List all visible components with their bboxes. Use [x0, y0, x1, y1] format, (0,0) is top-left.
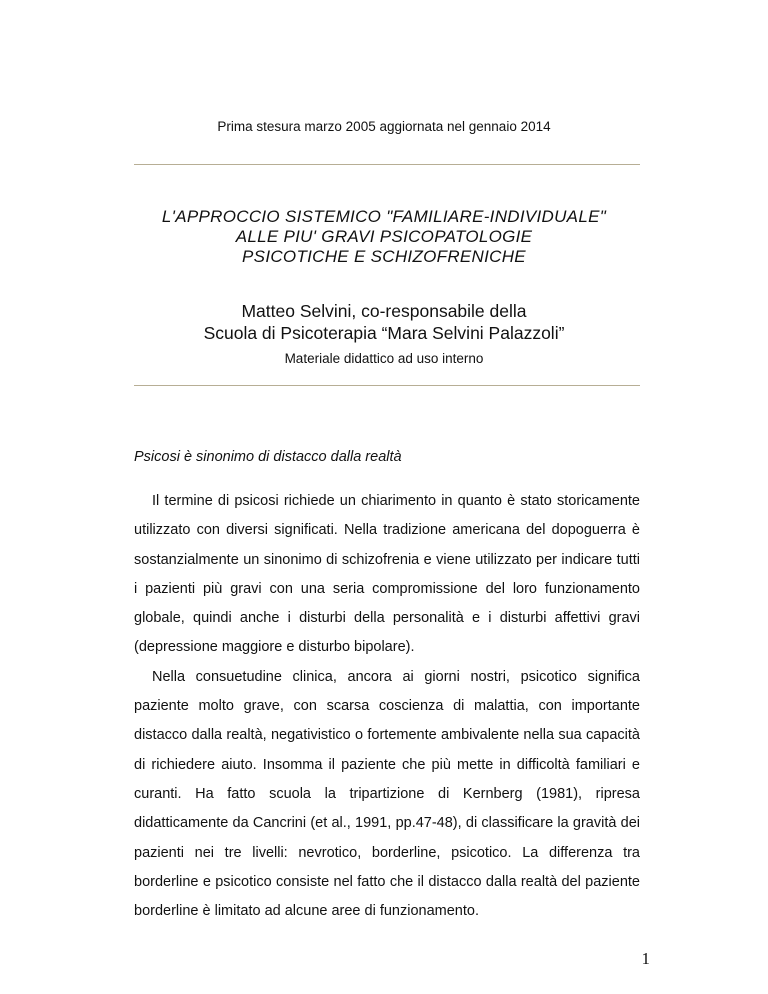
title-line-1: L'APPROCCIO SISTEMICO "FAMILIARE-INDIVIDUALE"	[161, 207, 607, 226]
document-title	[0, 207, 768, 267]
paragraph-1: Il termine di psicosi richiede un chiarimento in quanto è stato storicamente utilizzato con diversi significati. Nella tradizione americana del dopoguerra è sostanzialmente un sinonimo di schizofrenia e viene utilizzato per indicare tutti i pazienti più gravi con una seria compromissione del loro funzionamento globale, quindi anche i disturbi della personalità e i disturbi affettivi gravi (depressione maggiore e disturbo bipolare).	[134, 493, 640, 656]
author-line-1: Matteo Selvini, co-responsabile della	[241, 301, 527, 321]
internal-use-note: Materiale didattico ad uso interno	[284, 351, 484, 366]
paragraph-2: Nella consuetudine clinica, ancora ai giorni nostri, psicotico significa paziente molto grave, con scarsa coscienza di malattia, con importante distacco dalla realtà, negativistico o fortemente ambivalente nella sua capacità di richiedere aiuto. Insomma il paziente che più mette in difficoltà familiari e curanti. Ha fatto scuola la tripartizione di Kernberg (1981), ripresa didatticamente da Cancrini (et al., 1991, pp.47-48), di classificare la gravità dei pazienti nei tre livelli: nevrotico, borderline, psicotico. La differenza tra borderline e psicotico consiste nel fatto che il distacco dalla realtà del paziente borderline è limitato ad alcune aree di funzionamento.	[134, 668, 640, 920]
author-block	[0, 300, 768, 344]
author-line-2: Scuola di Psicoterapia “Mara Selvini Palazzoli”	[203, 323, 565, 343]
body-text	[134, 487, 640, 926]
title-line-2: ALLE PIU' GRAVI PSICOPATOLOGIE	[235, 227, 533, 246]
draft-date-note: Prima stesura marzo 2005 aggiornata nel gennaio 2014	[217, 119, 551, 134]
title-line-3: PSICOTICHE E SCHIZOFRENICHE	[242, 247, 526, 266]
bottom-divider	[134, 385, 640, 386]
top-divider	[134, 164, 640, 165]
page-number: 1	[641, 949, 650, 968]
section-heading: Psicosi è sinonimo di distacco dalla realtà	[134, 449, 402, 465]
